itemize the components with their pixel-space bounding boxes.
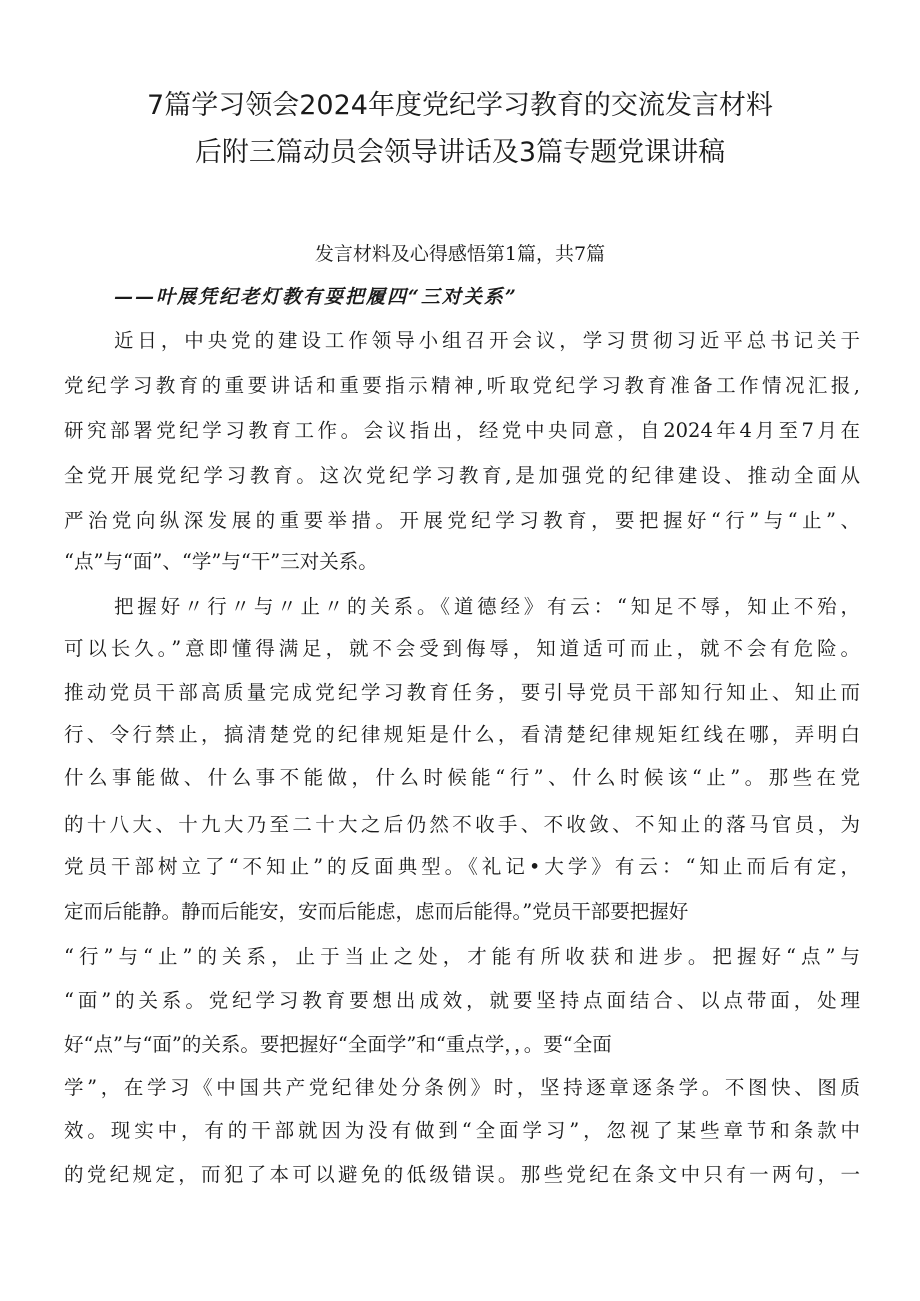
paragraph-line: 的十八大、十九大乃至二十大之后仍然不收手、不收敛、不知止的落马官员，为: [64, 813, 860, 836]
paragraph-line: “面”的关系。党纪学习教育要想出成效，就要坚持点面结合、以点带面，处理: [64, 989, 860, 1012]
paragraph-line: 推动党员干部高质量完成党纪学习教育任务，要引导党员干部知行知止、知止而: [64, 681, 860, 704]
paragraph-line: 近日，中央党的建设工作领导小组召开会议，学习贯彻习近平总书记关于: [114, 329, 860, 352]
section-subtitle: 发言材料及心得感悟第1篇，共7篇: [314, 243, 606, 265]
paragraph-line: 全党开展党纪学习教育。这次党纪学习教育,是加强党的纪律建设、推动全面从: [64, 464, 860, 487]
paragraph-line: “点”与“面”、“学”与“干”三对关系。: [64, 550, 378, 573]
paragraph-line: 把握好〃行〃与〃止〃的关系。《道德经》有云：“知足不辱，知止不殆，: [114, 595, 860, 618]
paragraph-line: 行、令行禁止，搞清楚党的纪律规矩是什么，看清楚纪律规矩红线在哪，弄明白: [64, 723, 860, 746]
paragraph-line: 好“点”与“面”的关系。要把握好“全面学”和“重点学，，。要“全面: [64, 1033, 612, 1056]
paragraph-line: “行”与“止”的关系，止于当止之处，才能有所收获和进步。把握好“点”与: [64, 945, 860, 968]
document-title-line-2: 后附三篇动员会领导讲话及3篇专题党课讲稿: [194, 137, 726, 168]
paragraph-line: 可以长久。”意即懂得满足，就不会受到侮辱，知道适可而止，就不会有危险。: [64, 637, 860, 660]
paragraph-line: 什么事能做、什么事不能做，什么时候能“行”、什么时候该“止”。那些在党: [64, 766, 860, 789]
paragraph-line: 党员干部树立了“不知止”的反面典型。《礼记•大学》有云：“知止而后有定，: [64, 855, 860, 878]
paragraph-line: 研究部署党纪学习教育工作。会议指出，经党中央同意，自2024年4月至7月在: [64, 419, 860, 442]
paragraph-line: 党纪学习教育的重要讲话和重要指示精神,听取党纪学习教育准备工作情况汇报,: [64, 374, 860, 397]
paragraph-line: 的党纪规定，而犯了本可以避免的低级错误。那些党纪在条文中只有一两句，一: [64, 1163, 860, 1186]
article-heading: ——叶展凭纪老灯教有耍把履四“三对关系”: [114, 286, 518, 308]
paragraph-line: 严治党向纵深发展的重要举措。开展党纪学习教育，要把握好“行”与“止”、: [64, 509, 860, 532]
document-title-line-1: 7篇学习领会2024年度党纪学习教育的交流发言材料: [147, 90, 773, 121]
paragraph-line: 效。现实中，有的干部就因为没有做到“全面学习”，忽视了某些章节和条款中: [64, 1119, 860, 1142]
paragraph-line: 定而后能静。静而后能安，安而后能虑，虑而后能得。”党员干部要把握好: [64, 900, 689, 923]
paragraph-line: 学”，在学习《中国共产党纪律处分条例》时，坚持逐章逐条学。不图快、图质: [64, 1076, 860, 1099]
